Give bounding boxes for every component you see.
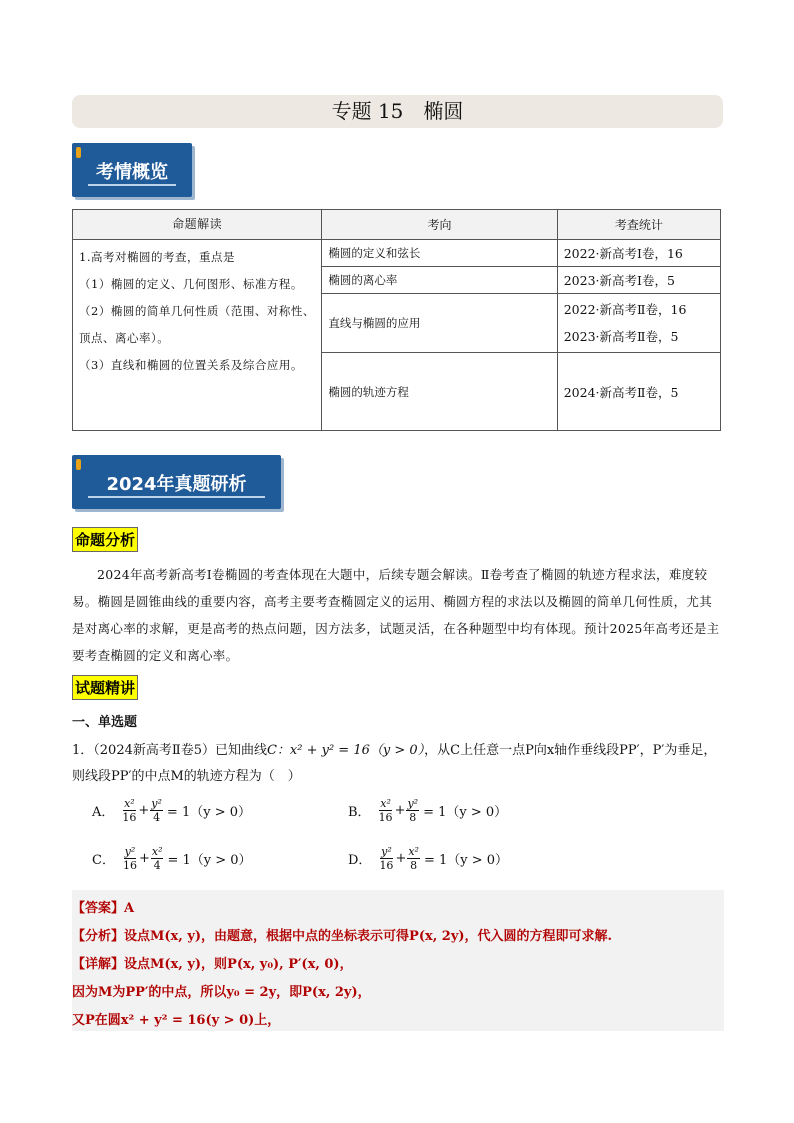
- denominator: 8: [410, 859, 418, 872]
- denominator: 4: [153, 859, 161, 872]
- intro-line: （3）直线和椭圆的位置关系及综合应用。: [79, 358, 303, 372]
- pin-icon: [76, 147, 81, 158]
- option-c[interactable]: C． $\frac{\text{y²}}{16}$ + $\frac{\text{x²}}{4}$ = 1（y > 0）: [92, 845, 252, 872]
- page-title: 专题 15 椭圆: [72, 95, 723, 128]
- option-label: B．: [348, 805, 371, 820]
- option-tail: = 1（y > 0）: [167, 853, 252, 868]
- numerator: x²: [124, 797, 135, 810]
- intro-line: （2）椭圆的简单几何性质（范围、对称性、顶点、离心率）。: [79, 304, 315, 345]
- table-cell: 椭圆的离心率: [322, 267, 557, 294]
- answer-box: [72, 890, 724, 1031]
- option-tail: = 1（y > 0）: [423, 805, 508, 820]
- detail-line: 因为M为PP′的中点，所以y₀ = 2y，即P(x, 2y)，: [72, 985, 371, 1000]
- intro-line: 1.高考对椭圆的考查，重点是: [79, 250, 235, 264]
- question-body: ，从C上任意一点P向x轴作垂线段PP′，P′为垂足，则线段PP′的中点M的轨迹方程为（ ）: [72, 743, 717, 784]
- analysis-line: 【分析】设点M(x, y)，由题意，根据中点的坐标表示可得P(x, 2y)，代入圆的方程即可求解.: [72, 929, 613, 944]
- pin-icon: [76, 459, 81, 470]
- fraction: [407, 845, 420, 872]
- numerator: x²: [408, 845, 419, 858]
- numerator: y²: [151, 797, 162, 810]
- stat-line: 2023·新高考Ⅱ卷，5: [563, 329, 679, 344]
- detail-line: 又P在圆x² + y² = 16(y > 0)上，: [72, 1013, 281, 1028]
- fraction: [151, 845, 164, 872]
- fraction: [378, 845, 394, 872]
- table-cell: 2024·新高考Ⅱ卷，5: [557, 353, 720, 431]
- numerator: x²: [151, 845, 163, 858]
- fraction: [121, 797, 137, 824]
- answer-line: 【答案】A: [72, 901, 135, 916]
- fraction: [406, 797, 419, 824]
- badge-underline: [88, 496, 265, 498]
- fraction: [150, 797, 163, 824]
- table-cell: [557, 294, 720, 353]
- section-heading: 一、单选题: [72, 715, 138, 730]
- exercise-label: 试题精讲: [72, 675, 138, 700]
- option-d[interactable]: D． $\frac{\text{y²}}{16}$ + $\frac{\text{x²}}{8}$ = 1（y > 0）: [348, 845, 509, 872]
- table-cell: 直线与椭圆的应用: [322, 294, 557, 353]
- intro-cell: [73, 240, 322, 431]
- option-tail: = 1（y > 0）: [166, 805, 251, 820]
- table-cell: 2022·新高考Ⅰ卷，16: [557, 240, 720, 267]
- fraction: [378, 797, 394, 824]
- table-cell: 2023·新高考Ⅰ卷，5: [557, 267, 720, 294]
- table-header: 考查统计: [557, 210, 720, 240]
- denominator: 8: [409, 811, 417, 824]
- table-header: 命题解读: [73, 210, 322, 240]
- analysis-label: 命题分析: [72, 527, 138, 552]
- question-prefix: 1．（2024新高考Ⅱ卷5）已知曲线: [72, 743, 267, 758]
- denominator: 16: [122, 811, 137, 824]
- badge-underline: [88, 184, 176, 186]
- table-header: 考向: [322, 210, 557, 240]
- option-b[interactable]: B． $\frac{\text{x²}}{16}$ + $\frac{\text{y²}}{8}$ = 1（y > 0）: [348, 797, 508, 824]
- stat-line: 2022·新高考Ⅱ卷，16: [563, 302, 687, 317]
- question-curve: C：x² + y² = 16（y > 0）: [266, 743, 425, 758]
- denominator: 16: [379, 859, 394, 872]
- fraction: [122, 845, 138, 872]
- option-tail: = 1（y > 0）: [423, 853, 509, 868]
- table-cell: 椭圆的轨迹方程: [322, 353, 557, 431]
- analysis-badge-text: 2024年真题研析: [106, 474, 247, 495]
- table-cell: 椭圆的定义和弦长: [322, 240, 557, 267]
- overview-badge: [72, 143, 192, 197]
- option-label: A．: [92, 805, 115, 820]
- option-label: D．: [348, 853, 372, 868]
- numerator: y²: [407, 797, 419, 810]
- analysis-paragraph: 2024年高考新高考Ⅰ卷椭圆的考查体现在大题中，后续专题会解读。Ⅱ卷考查了椭圆的轨迹方程求法，难度较易。椭圆是圆锥曲线的重要内容，高考主要考查椭圆定义的运用、椭圆方程的求法以及椭圆的简单几何性质，尤其是对离心率的求解，更是高考的热点问题，因方法多，试题灵活，在各种题型中均有体现。预计2025年高考还是主要考查椭圆的定义和离心率。: [72, 567, 720, 663]
- numerator: y²: [381, 845, 392, 858]
- question-text: [72, 738, 724, 790]
- denominator: 16: [378, 811, 393, 824]
- denominator: 4: [153, 811, 161, 824]
- overview-badge-text: 考情概览: [96, 162, 168, 183]
- denominator: 16: [122, 859, 137, 872]
- numerator: y²: [124, 845, 136, 858]
- option-label: C．: [92, 853, 115, 868]
- overview-table: [72, 209, 721, 431]
- intro-line: （1）椭圆的定义、几何图形、标准方程。: [79, 277, 303, 291]
- detail-line: 【详解】设点M(x, y)，则P(x, y₀), P′(x, 0)，: [72, 957, 353, 972]
- option-a[interactable]: A． $\frac{\text{x²}}{16}$ + $\frac{\text{y²}}{4}$ = 1（y > 0）: [92, 797, 251, 824]
- analysis-badge: [72, 455, 281, 509]
- numerator: x²: [380, 797, 391, 810]
